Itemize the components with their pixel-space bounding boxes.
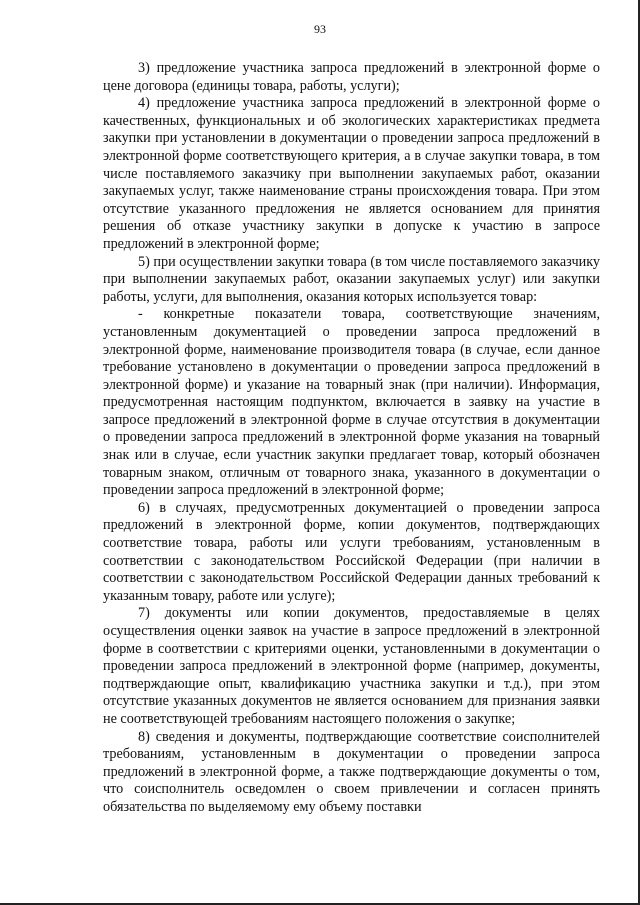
paragraph-item-5: 5) при осуществлении закупки товара (в том числе поставляемого заказчику при выполнении закупаемых работ, оказании закупаемых услуг) или закупки работы, услуги, для выполнения, оказания которых используется товар: [103, 253, 600, 305]
paragraph-item-6: 6) в случаях, предусмотренных документацией о проведении запроса предложений в электронной форме, копии документов, подтверждающих соответствие товара, работы или услуги требованиям, установленным в соответствии с законодательством Российской Федерации (при наличии в соответствии с законодательством Российской Федерации данных требований к указанным товару, работе или услуге); [103, 499, 600, 604]
paragraph-subitem-dash: - конкретные показатели товара, соответствующие значениям, установленным документацией о проведении запроса предложений в электронной форме, наименование производителя товара (в случае, если данное требование установлено в документации о проведении запроса предложений в электронной форме) и указание на товарный знак (при наличии). Информация, предусмотренная настоящим подпунктом, включается в заявку на участие в запросе предложений в электронной форме в случае отсутствия в документации о проведении запроса предложений в электронной форме указания на товарный знак или в случае, если участник закупки предлагает товар, который обозначен товарным знаком, отличным от товарного знака, указанного в документации о проведении запроса предложений в электронной форме; [103, 306, 600, 499]
paragraph-item-4: 4) предложение участника запроса предложений в электронной форме о качественных, функциональных и об экологических характеристиках предмета закупки при установлении в документации о проведении запроса предложений в электронной форме соответствующего критерия, а в случае закупки товара, в том числе поставляемого заказчику при выполнении закупаемых работ, оказании закупаемых услуг, также наименование страны происхождения товара. При этом отсутствие указанного предложения не является основанием для принятия решения об отказе участнику закупки в допуске к участию в запросе предложений в электронной форме; [103, 95, 600, 252]
paragraph-item-3: 3) предложение участника запроса предложений в электронной форме о цене договора (единицы товара, работы, услуги); [103, 60, 600, 94]
paragraph-item-8: 8) сведения и документы, подтверждающие соответствие соисполнителей требованиям, установленным в документации о проведении запроса предложений в электронной форме, а также подтверждающие документы о том, что соисполнитель осведомлен о своем привлечении и согласен принять обязательства по выделяемому ему объему поставки [103, 728, 600, 815]
page-number: 93 [314, 22, 326, 36]
document-body [103, 60, 600, 817]
paragraph-item-7: 7) документы или копии документов, предоставляемые в целях осуществления оценки заявок на участие в запросе предложений в электронной форме в соответствии с критериями оценки, установленными в документации о проведении запроса предложений в электронной форме (например, документы, подтверждающие опыт, квалификацию участника закупки и т.д.), при этом отсутствие указанных документов не является основанием для признания заявки не соответствующей требованиям настоящего положения о закупке; [103, 605, 600, 727]
